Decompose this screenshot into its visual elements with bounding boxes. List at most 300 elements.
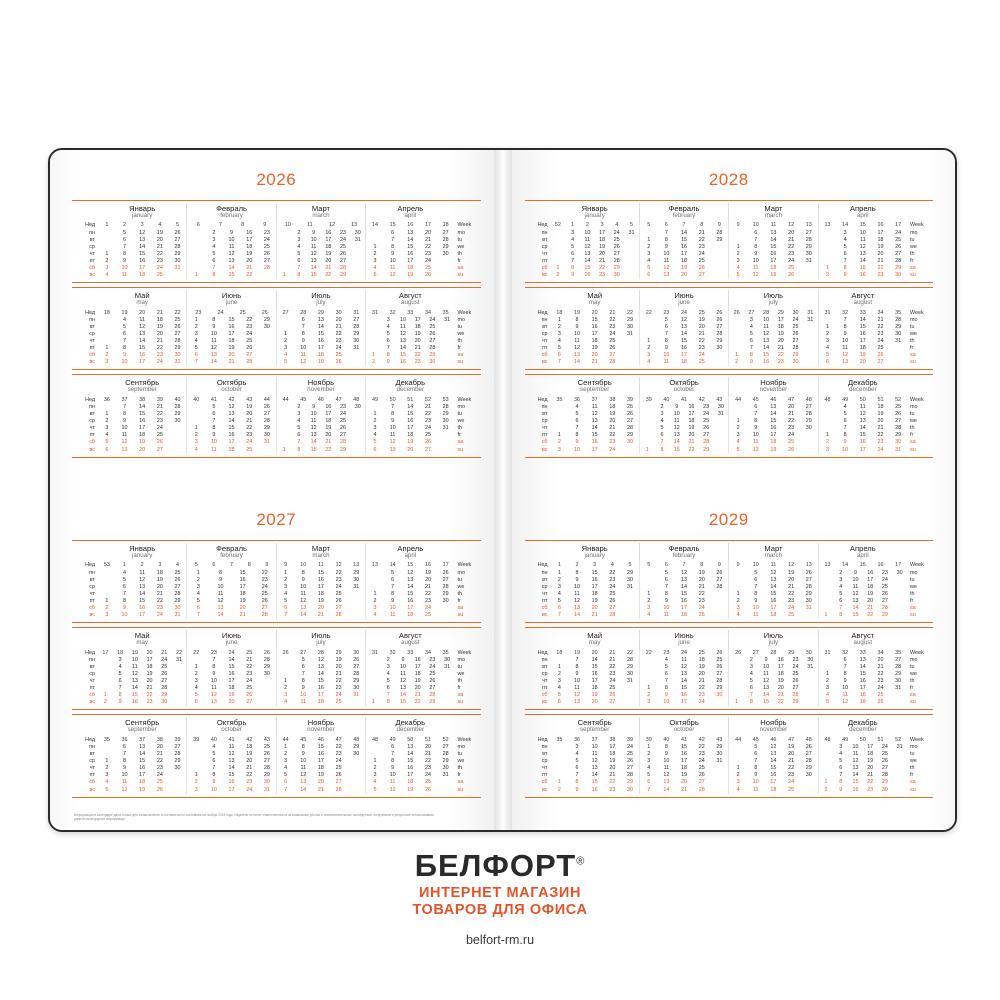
day-row-su bbox=[729, 272, 817, 279]
day-cell: 14 bbox=[228, 656, 235, 663]
day-cell: 3 bbox=[647, 758, 651, 765]
day-cell: 14 bbox=[681, 330, 688, 337]
day-cell: 23 bbox=[146, 699, 153, 706]
day-cell: 13 bbox=[407, 744, 414, 750]
day-cell: 17 bbox=[139, 772, 146, 779]
weekday-label-en-we: we bbox=[457, 583, 465, 590]
day-row-th bbox=[819, 678, 907, 685]
day-cell: 26 bbox=[703, 425, 710, 432]
month-name-en: july bbox=[316, 299, 326, 307]
day-cell: 10 bbox=[389, 425, 396, 432]
day-cell bbox=[800, 439, 818, 446]
day-cell: 31 bbox=[896, 744, 903, 750]
month-column bbox=[98, 562, 186, 619]
day-cell bbox=[803, 324, 818, 331]
header-spacer-right bbox=[455, 290, 481, 309]
day-cell: 19 bbox=[414, 678, 421, 685]
day-cell: 27 bbox=[161, 678, 168, 685]
day-cell: 4 bbox=[105, 272, 109, 279]
day-cell: 2 bbox=[749, 656, 753, 663]
day-cell: 10 bbox=[852, 744, 859, 750]
month-name-en: october bbox=[221, 386, 242, 394]
month-name-en: september bbox=[580, 386, 610, 394]
day-cell: 18 bbox=[770, 265, 777, 272]
day-cell: 26 bbox=[263, 751, 270, 758]
day-cell: 29 bbox=[429, 699, 436, 706]
day-cell: 21 bbox=[788, 236, 795, 243]
day-cell bbox=[258, 692, 276, 699]
day-cell bbox=[621, 685, 639, 692]
weekday-label-mo: пн bbox=[541, 316, 548, 323]
day-cell: 5 bbox=[749, 330, 753, 337]
month-column bbox=[551, 310, 639, 367]
week-number: 16 bbox=[424, 562, 431, 569]
day-cell: 21 bbox=[609, 772, 616, 779]
day-cell: 15 bbox=[859, 670, 866, 677]
weekday-label-en-sa: sa bbox=[457, 605, 464, 612]
day-cell: 15 bbox=[407, 411, 414, 418]
day-cell: 8 bbox=[123, 411, 126, 418]
day-cell bbox=[892, 751, 907, 758]
day-cell: 1 bbox=[557, 316, 561, 323]
day-cell: 26 bbox=[613, 243, 620, 250]
day-cell: 18 bbox=[681, 359, 688, 366]
day-cell bbox=[187, 657, 205, 664]
day-row-th bbox=[729, 591, 817, 598]
day-cell bbox=[98, 244, 116, 251]
weekday-label-tu: вт bbox=[542, 411, 548, 418]
day-cell bbox=[729, 331, 744, 338]
day-cell: 1 bbox=[284, 744, 288, 750]
day-cell: 30 bbox=[263, 779, 270, 786]
day-cell: 28 bbox=[263, 265, 270, 272]
day-cell: 7 bbox=[749, 692, 753, 699]
day-cell bbox=[640, 324, 658, 331]
day-cell: 9 bbox=[843, 439, 847, 446]
header-spacer-right bbox=[907, 543, 933, 562]
day-cell: 29 bbox=[895, 432, 902, 439]
month-column bbox=[818, 650, 907, 707]
day-row-fr bbox=[640, 772, 728, 779]
week-number-row bbox=[366, 562, 454, 569]
weekday-label-su: вс bbox=[89, 272, 95, 279]
month-name-en: february bbox=[220, 551, 243, 559]
weekday-label-tu: вт bbox=[542, 323, 548, 330]
day-cell bbox=[98, 744, 116, 751]
week-number-row bbox=[640, 397, 728, 404]
day-cell: 5 bbox=[749, 678, 753, 685]
day-cell: 1 bbox=[736, 243, 740, 250]
day-row-su bbox=[729, 612, 817, 619]
day-cell: 25 bbox=[246, 338, 253, 345]
day-cell bbox=[187, 265, 205, 272]
day-row-mo bbox=[819, 570, 907, 577]
day-cell: 19 bbox=[246, 751, 253, 758]
day-cell: 5 bbox=[825, 699, 829, 706]
day-cell: 19 bbox=[139, 439, 146, 446]
day-row-we bbox=[98, 331, 186, 338]
day-cell bbox=[800, 432, 818, 439]
day-row-we bbox=[819, 671, 907, 678]
day-cell: 29 bbox=[442, 411, 449, 418]
week-number: 36 bbox=[103, 396, 110, 403]
day-cell bbox=[803, 359, 818, 366]
day-cell: 15 bbox=[407, 243, 414, 250]
day-cell: 25 bbox=[788, 612, 795, 619]
day-row-su bbox=[187, 447, 275, 454]
day-cell bbox=[803, 345, 818, 352]
week-number: 3 bbox=[140, 222, 144, 229]
day-cell: 26 bbox=[335, 359, 342, 366]
day-cell: 3 bbox=[105, 612, 109, 619]
day-cell: 25 bbox=[698, 359, 705, 366]
day-cell: 7 bbox=[749, 345, 753, 352]
header-spacer-left bbox=[72, 543, 98, 562]
day-cell bbox=[98, 338, 116, 345]
week-number: 25 bbox=[246, 649, 253, 656]
day-cell: 18 bbox=[591, 338, 598, 345]
week-number: 9 bbox=[736, 222, 740, 229]
day-cell: 27 bbox=[261, 605, 268, 612]
weekday-label-en-sa: sa bbox=[910, 439, 916, 446]
day-row-we bbox=[366, 671, 454, 678]
month-name-ru: Октябрь bbox=[669, 718, 699, 728]
week-number: 18 bbox=[442, 222, 449, 229]
day-cell: 7 bbox=[212, 765, 216, 772]
day-cell: 7 bbox=[212, 418, 216, 425]
day-cell: 30 bbox=[174, 605, 181, 612]
day-cell: 7 bbox=[843, 316, 847, 323]
day-cell: 5 bbox=[839, 758, 843, 765]
month-name-ru: Январь bbox=[581, 204, 608, 213]
week-number: 32 bbox=[389, 309, 396, 316]
day-cell: 27 bbox=[698, 779, 705, 786]
day-cell: 4 bbox=[194, 446, 198, 453]
day-cell: 30 bbox=[263, 323, 270, 330]
day-cell: 12 bbox=[300, 772, 307, 779]
week-number: 28 bbox=[770, 649, 777, 656]
day-row-we bbox=[277, 244, 365, 251]
month-header bbox=[365, 717, 454, 736]
day-cell: 15 bbox=[859, 432, 866, 439]
month-header bbox=[639, 203, 728, 222]
day-cell: 28 bbox=[895, 663, 902, 670]
day-cell: 21 bbox=[156, 404, 163, 410]
week-number: 17 bbox=[895, 222, 902, 229]
week-number: 41 bbox=[681, 396, 688, 403]
day-cell bbox=[437, 787, 455, 794]
day-cell: 20 bbox=[228, 699, 235, 706]
day-row-we bbox=[640, 418, 728, 425]
day-cell: 19 bbox=[777, 330, 784, 337]
day-cell: 19 bbox=[228, 345, 235, 352]
day-cell: 21 bbox=[239, 612, 246, 619]
day-cell: 2 bbox=[194, 670, 198, 677]
day-cell: 11 bbox=[389, 432, 396, 439]
day-cell: 7 bbox=[843, 663, 847, 670]
weekday-label-en-su: su bbox=[910, 699, 916, 706]
day-cell bbox=[366, 404, 384, 411]
day-cell: 5 bbox=[557, 692, 561, 699]
day-cell bbox=[440, 352, 455, 359]
weekday-label-mo: пн bbox=[541, 404, 548, 410]
month-header-row bbox=[72, 203, 481, 222]
month-name-ru: Декабрь bbox=[395, 718, 426, 728]
day-cell: 1 bbox=[282, 446, 286, 453]
month-column bbox=[551, 222, 639, 279]
day-cell: 16 bbox=[688, 404, 695, 410]
week-number: 27 bbox=[300, 649, 307, 656]
day-cell bbox=[819, 591, 834, 598]
weekday-label-en-we: we bbox=[457, 418, 465, 425]
day-cell: 18 bbox=[591, 590, 598, 597]
day-cell: 16 bbox=[681, 345, 688, 352]
day-cell: 8 bbox=[212, 316, 216, 323]
day-cell bbox=[819, 230, 837, 237]
day-cell: 15 bbox=[852, 612, 859, 619]
month-name-ru: Декабрь bbox=[848, 378, 878, 388]
month-header bbox=[98, 377, 186, 396]
weekday-label-en-su: su bbox=[457, 612, 464, 619]
weekday-label-tu: вт bbox=[542, 236, 548, 243]
day-cell: 6 bbox=[386, 338, 390, 345]
day-cell: 17 bbox=[777, 663, 784, 670]
day-cell: 28 bbox=[263, 418, 270, 425]
month-name-ru: Май bbox=[587, 291, 603, 301]
day-cell: 10 bbox=[121, 612, 128, 619]
day-row-sa bbox=[551, 352, 639, 359]
week-number: 22 bbox=[174, 309, 181, 316]
day-cell: 12 bbox=[228, 250, 235, 257]
day-cell: 4 bbox=[736, 612, 740, 619]
day-cell bbox=[347, 779, 365, 786]
weekday-label-fr: пт bbox=[542, 345, 548, 352]
month-name-en: december bbox=[396, 726, 425, 734]
month-name-en: may bbox=[588, 299, 601, 307]
day-cell: 22 bbox=[414, 699, 421, 706]
day-cell: 26 bbox=[895, 243, 902, 250]
quarter-row bbox=[525, 200, 934, 283]
day-cell: 29 bbox=[895, 323, 902, 330]
week-number: 47 bbox=[335, 396, 342, 403]
day-row-fr bbox=[187, 432, 275, 439]
day-cell: 8 bbox=[843, 265, 847, 272]
day-row-sa bbox=[819, 605, 907, 612]
day-row-mo bbox=[819, 317, 907, 324]
day-cell: 8 bbox=[839, 779, 843, 786]
day-cell: 9 bbox=[575, 670, 579, 677]
day-cell: 27 bbox=[353, 663, 360, 670]
weekday-label-en-we: we bbox=[457, 330, 465, 337]
day-cell: 19 bbox=[698, 569, 705, 576]
day-cell: 5 bbox=[660, 425, 664, 432]
day-cell: 24 bbox=[792, 663, 799, 670]
day-cell: 9 bbox=[391, 765, 395, 772]
day-cell: 21 bbox=[698, 229, 705, 236]
day-cell: 10 bbox=[228, 236, 235, 243]
week-number: 28 bbox=[317, 649, 324, 656]
month-header bbox=[186, 543, 275, 562]
day-cell bbox=[187, 758, 205, 765]
day-row-mo bbox=[729, 570, 817, 577]
week-number: 35 bbox=[556, 396, 563, 403]
day-cell: 28 bbox=[263, 765, 270, 772]
day-cell: 20 bbox=[591, 352, 598, 359]
week-number: 38 bbox=[609, 736, 616, 743]
day-cell bbox=[277, 657, 295, 664]
month-name-ru: Июль bbox=[763, 291, 784, 301]
month-column bbox=[365, 310, 454, 367]
day-cell: 30 bbox=[627, 439, 634, 446]
day-cell: 2 bbox=[194, 432, 198, 439]
day-cell: 12 bbox=[389, 786, 396, 793]
day-cell: 6 bbox=[386, 685, 390, 692]
week-number: 44 bbox=[282, 396, 289, 403]
month-column bbox=[276, 222, 365, 279]
day-cell: 28 bbox=[613, 257, 620, 264]
day-cell: 24 bbox=[429, 316, 436, 323]
day-cell: 17 bbox=[867, 576, 874, 583]
day-row-we bbox=[98, 418, 186, 425]
day-cell bbox=[366, 657, 381, 664]
day-cell bbox=[889, 352, 907, 359]
weekday-label-we: ср bbox=[89, 243, 95, 250]
day-cell: 3 bbox=[118, 656, 122, 663]
week-number-row bbox=[640, 222, 728, 229]
day-cell: 16 bbox=[859, 678, 866, 685]
day-cell: 5 bbox=[557, 345, 561, 352]
day-cell: 24 bbox=[335, 692, 342, 699]
month-name-en: february bbox=[220, 211, 243, 219]
month-name-ru: Август bbox=[398, 291, 422, 301]
day-row-sa bbox=[729, 439, 817, 446]
week-number-row bbox=[551, 737, 639, 744]
day-row-th bbox=[187, 251, 275, 258]
day-cell: 17 bbox=[139, 612, 146, 619]
day-cell: 15 bbox=[399, 699, 406, 706]
day-cell: 4 bbox=[571, 236, 575, 243]
month-name-ru: Октябрь bbox=[216, 378, 247, 388]
week-number: 14 bbox=[842, 222, 849, 229]
day-row-fr bbox=[819, 772, 907, 779]
day-cell: 11 bbox=[389, 779, 396, 786]
weekday-label-sa: сб bbox=[89, 779, 95, 786]
day-cell: 6 bbox=[664, 576, 668, 583]
day-cell: 1 bbox=[105, 597, 109, 604]
weekday-label-tu: вт bbox=[542, 751, 548, 758]
day-row-we bbox=[729, 584, 817, 591]
day-cell: 8 bbox=[386, 699, 390, 706]
day-cell: 1 bbox=[373, 590, 377, 597]
day-row-su bbox=[366, 699, 454, 706]
day-cell: 27 bbox=[881, 765, 888, 772]
day-cell bbox=[437, 605, 455, 612]
week-number: 46 bbox=[770, 396, 777, 403]
day-cell: 7 bbox=[839, 772, 843, 779]
day-cell: 22 bbox=[877, 432, 884, 439]
day-row-we bbox=[819, 584, 907, 591]
day-cell: 22 bbox=[424, 758, 431, 765]
day-cell: 22 bbox=[788, 590, 795, 597]
day-cell: 26 bbox=[788, 446, 795, 453]
day-cell: 27 bbox=[895, 656, 902, 663]
month-header bbox=[551, 290, 639, 309]
day-cell: 6 bbox=[391, 576, 395, 583]
day-cell bbox=[440, 359, 455, 366]
day-cell bbox=[366, 671, 381, 678]
week-number: 18 bbox=[103, 309, 110, 316]
day-cell: 31 bbox=[627, 583, 634, 590]
day-cell: 24 bbox=[335, 345, 342, 352]
month-name-ru: Ноябрь bbox=[760, 378, 787, 388]
day-cell: 7 bbox=[212, 265, 216, 272]
week-number: 52 bbox=[424, 396, 431, 403]
day-cell bbox=[277, 265, 292, 272]
month-name-en: august bbox=[401, 639, 420, 647]
day-cell: 8 bbox=[301, 330, 305, 337]
day-row-sa bbox=[366, 779, 454, 786]
day-cell: 24 bbox=[703, 411, 710, 418]
week-number: 39 bbox=[174, 736, 181, 743]
day-cell: 16 bbox=[139, 418, 146, 425]
day-cell: 29 bbox=[627, 316, 634, 323]
day-cell: 15 bbox=[763, 699, 770, 706]
weekday-label-th: чт bbox=[542, 765, 548, 772]
day-cell: 28 bbox=[609, 359, 616, 366]
day-cell: 22 bbox=[688, 446, 695, 453]
day-cell: 13 bbox=[389, 446, 396, 453]
day-row-mo bbox=[640, 744, 728, 751]
day-cell: 29 bbox=[174, 250, 181, 257]
day-cell: 17 bbox=[228, 678, 235, 685]
quarter-row bbox=[525, 374, 934, 457]
day-row-su bbox=[366, 359, 454, 366]
weekday-label-sa: сб bbox=[89, 439, 95, 446]
day-cell: 8 bbox=[301, 569, 305, 576]
day-cell bbox=[277, 404, 292, 411]
day-cell: 7 bbox=[575, 425, 579, 432]
day-cell bbox=[347, 359, 365, 366]
weekday-label-su: вс bbox=[542, 699, 548, 706]
day-cell: 17 bbox=[591, 678, 598, 685]
week-number-row bbox=[729, 737, 817, 744]
day-cell: 3 bbox=[839, 744, 843, 750]
day-cell bbox=[366, 577, 384, 584]
day-cell: 11 bbox=[752, 786, 759, 793]
day-cell: 18 bbox=[325, 243, 332, 250]
weekday-label-en-fr: fr bbox=[910, 597, 914, 604]
day-row-tu bbox=[366, 577, 454, 584]
week-label-ru: Нед bbox=[537, 396, 548, 403]
day-row-th bbox=[277, 678, 365, 685]
day-row-th bbox=[640, 425, 728, 432]
day-cell: 17 bbox=[591, 446, 598, 453]
day-cell: 23 bbox=[246, 323, 253, 330]
day-row-fr bbox=[277, 598, 365, 605]
day-cell: 26 bbox=[609, 692, 616, 699]
day-cell: 4 bbox=[386, 670, 390, 677]
day-cell: 24 bbox=[424, 605, 431, 612]
day-cell: 13 bbox=[591, 418, 598, 425]
day-row-sa bbox=[98, 605, 186, 612]
day-cell: 16 bbox=[139, 352, 146, 359]
day-cell: 26 bbox=[792, 330, 799, 337]
day-cell: 16 bbox=[228, 432, 235, 439]
day-cell: 4 bbox=[647, 765, 651, 772]
day-cell: 18 bbox=[877, 404, 884, 410]
day-row-th bbox=[819, 591, 907, 598]
week-number: 9 bbox=[265, 562, 269, 569]
